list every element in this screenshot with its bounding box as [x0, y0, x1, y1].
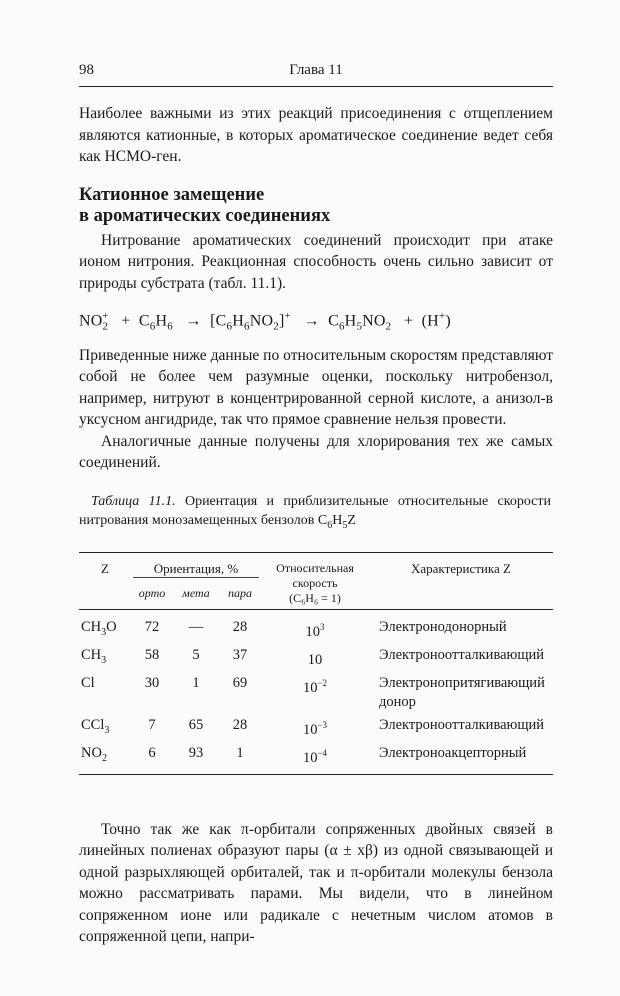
rates-paragraph: Приведенные ниже данные по относительным скоростям представляют собой не более чем разумные оценки, поскольку нитробензол, например, нитруют в концентрированной серной кислоте, а анизол-в уксусном ангидриде, так что прямое сравнение нельзя провести. — [79, 346, 553, 429]
cell-rate: 10 — [307, 652, 323, 669]
section-heading-line1: Катионное замещение — [79, 184, 265, 205]
cell-substituent: $CH_3O$ — [81, 619, 117, 639]
cell-ortho: 6 — [131, 742, 173, 774]
col-header-z: Z — [79, 553, 131, 610]
col-header-orientation: Ориентация, % — [131, 553, 261, 584]
table-caption-text: Ориентация и приблизительные относительные скорости нитрования монозамещенных бензолов C — [79, 493, 551, 528]
col-header-ortho: орто — [131, 583, 173, 609]
table-row — [79, 742, 553, 774]
header-rule — [79, 86, 553, 87]
cell-ortho: 30 — [144, 675, 160, 692]
cell-character: Электроноотталкивающий — [379, 647, 545, 664]
col-header-character: Характеристика Z — [369, 553, 553, 610]
cell-ortho: 72 — [144, 619, 160, 636]
cell-para: 69 — [232, 675, 248, 692]
cell-rate: $10^3$ — [305, 622, 325, 641]
cell-rate: $10^{-2}$ — [302, 678, 328, 696]
col-header-rate: Относительная скорость (C₆H₆ = 1) — [261, 553, 369, 610]
final-paragraph: Точно так же как π-орбитали сопряженных двойных связей в линейных полиенах образуют пары (α ± xβ) из одной связывающей и одной разрыхляющей орбиталей, так и π-орбитали молекулы бензола можно рассматривать парами. Мы видели, что в линейном сопряженном ионе или радикале с нечетным числом атомов в сопряженной цепи, напри- — [79, 820, 553, 946]
cell-rate: $10^{-3}$ — [302, 720, 328, 738]
col-header-para: пара — [219, 583, 261, 609]
nitration-table — [79, 552, 553, 775]
cell-substituent: Cl — [81, 675, 95, 692]
cell-meta: 5 — [192, 647, 200, 664]
section-heading — [79, 185, 553, 227]
cell-rate: $10^{-4}$ — [261, 742, 369, 774]
cell-substituent: $CH_3$ — [81, 647, 107, 667]
cell-substituent: CCl$_3$ — [81, 717, 110, 736]
table-row — [79, 610, 553, 644]
table-body — [79, 610, 553, 775]
section-heading-line2: в ароматических соединениях — [79, 205, 331, 226]
cell-para: 37 — [232, 647, 248, 664]
table-caption: Таблица 11.1. Ориентация и приблизительные относительные скорости нитрования монозамещенных бензолов $C_6H_5Z$ — [79, 493, 551, 531]
table-caption-label: Таблица 11.1. — [91, 493, 176, 509]
cell-para: 1 — [219, 742, 261, 774]
cell-meta: 93 — [173, 742, 219, 774]
chapter-title: Глава 11 — [289, 62, 343, 78]
book-page — [79, 62, 553, 948]
intro-paragraph: Наиболее важными из этих реакций присоединения с отщеплением являются катионные, в которых ароматическое соединение ведет себя как НСМО-ген. — [79, 105, 553, 165]
table-row — [79, 644, 553, 672]
page-number: 98 — [79, 62, 94, 78]
cell-ortho: 58 — [144, 647, 160, 664]
cell-para: 28 — [232, 619, 248, 636]
cell-meta: 1 — [192, 675, 200, 692]
nitration-equation: $NO_2^+$ + $C_6H_6$ → $[C_6H_6NO_2]^+$ → $C_6H_5NO_2$ + (H+) — [79, 310, 451, 333]
table-row — [79, 672, 553, 714]
cell-meta: 65 — [188, 717, 204, 734]
cell-character: Электронопритягивающий донор — [379, 675, 545, 711]
table-row — [79, 714, 553, 742]
cell-para: 28 — [232, 717, 248, 734]
cell-character: Электроноакцепторный — [369, 742, 553, 774]
nitration-paragraph: Нитрование ароматических соединений происходит при атаке ионом нитрония. Реакционная способность очень сильно зависит от природы субстрата (табл. 11.1). — [79, 231, 553, 292]
cell-ortho: 7 — [148, 717, 156, 734]
col-header-meta: мета — [173, 583, 219, 609]
page-header — [79, 62, 553, 84]
cell-meta: — — [188, 619, 204, 636]
cell-character: Электронодонорный — [379, 619, 507, 636]
chlorination-paragraph: Аналогичные данные получены для хлорирования тех же самых соединений. — [79, 432, 553, 472]
cell-character: Электроноотталкивающий — [379, 717, 545, 734]
cell-substituent: $NO_2$ — [79, 742, 131, 774]
